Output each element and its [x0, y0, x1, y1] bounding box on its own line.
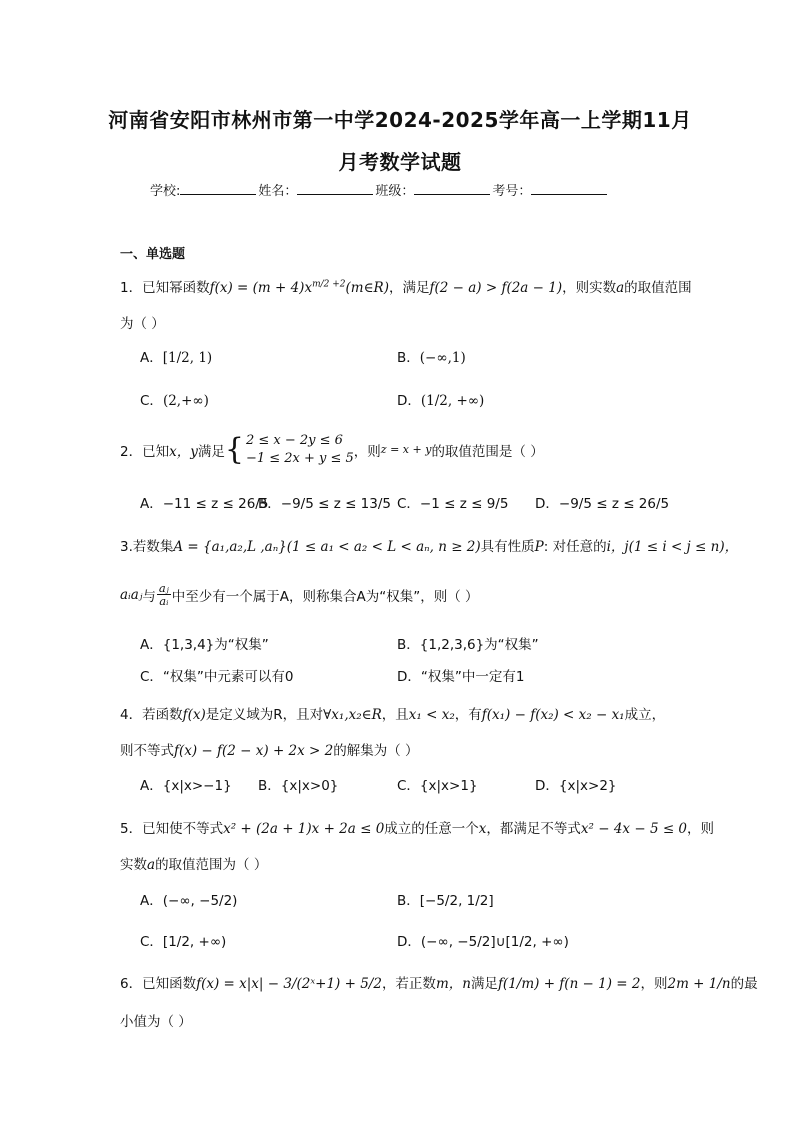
q5-var: a	[147, 857, 156, 873]
q2-option-d[interactable]: D．−9/5 ≤ z ≤ 26/5	[535, 496, 670, 512]
q4-c: ，且	[381, 707, 409, 723]
q6-e: 的最	[730, 976, 758, 992]
q4-lt: x₁ < x₂	[408, 707, 455, 723]
q5-x: x	[478, 821, 487, 837]
q6-b: ，若正数	[381, 976, 436, 992]
q2-expr: z = x + y	[380, 443, 432, 457]
question-3-line-1	[120, 535, 738, 555]
q1-option-d[interactable]	[397, 389, 484, 409]
q4-forall: ∀x₁,x₂∈R	[323, 707, 382, 723]
q4-g: 的解集为（ ）	[333, 743, 419, 759]
q3-option-a[interactable]: A．{1,3,4}为“权集”	[140, 637, 269, 653]
q3-option-c[interactable]: C．“权集”中元素可以有0	[140, 669, 294, 685]
q1-a-value: [1/2, 1)	[162, 350, 213, 366]
q2-brace: {	[224, 431, 244, 467]
q1-d-value: (1/2, +∞)	[420, 393, 485, 409]
q4-option-a[interactable]: A．{x|x>−1}	[140, 778, 232, 794]
q5-d: ，则	[687, 821, 715, 837]
q2-option-c[interactable]: C．−1 ≤ z ≤ 9/5	[397, 496, 509, 512]
q6-d: ，则	[640, 976, 668, 992]
q2-constraint-1: 2 ≤ x − 2y ≤ 6	[245, 433, 343, 448]
q5-option-a[interactable]: A．(−∞, −5/2)	[140, 893, 238, 909]
q1-option-b[interactable]	[397, 346, 466, 366]
q1-func: f(x) = (m + 4)x	[209, 280, 313, 296]
school-label: 学校:	[150, 184, 181, 199]
q2-vars: x，y	[169, 443, 198, 460]
q6-mn: m，n	[435, 976, 471, 992]
q4-f: 则不等式	[120, 743, 174, 759]
q5-ineq-1: x² + (2a + 1)x + 2a ≤ 0	[223, 821, 385, 837]
question-4-line-1	[120, 703, 665, 723]
question-4-line-2	[120, 739, 419, 759]
question-6-line-2: 小值为（ ）	[120, 1014, 192, 1030]
name-blank[interactable]	[297, 180, 373, 195]
q2-system	[246, 432, 354, 467]
number-blank[interactable]	[531, 180, 607, 195]
q3-product: aᵢaⱼ	[120, 586, 143, 603]
q4-option-c[interactable]: C．{x|x>1}	[397, 778, 478, 794]
q2-prefix: 2．已知	[120, 443, 170, 460]
q3-p: P	[534, 539, 544, 555]
q1-prefix: 1．已知幂函数	[120, 280, 210, 296]
q3-ij: i，j(1 ≤ i < j ≤ n)，	[606, 539, 739, 555]
q4-ineq: f(x₁) − f(x₂) < x₂ − x₁	[481, 707, 625, 723]
q3-rest: 中至少有一个属于A，则称集合A为“权集”，则（ ）	[171, 588, 479, 605]
q5-option-c[interactable]: C．[1/2, +∞)	[140, 934, 227, 950]
q6-cond: f(1/m) + f(n − 1) = 2	[497, 976, 641, 992]
q4-ineq-2: f(x) − f(2 − x) + 2x > 2	[174, 743, 334, 759]
q1-tail2: 的取值范围	[624, 280, 692, 296]
question-1-line-2: 为（ ）	[120, 316, 165, 332]
q5-b: 成立的任意一个	[384, 821, 479, 837]
q2-tail2: 的取值范围是（ ）	[431, 443, 544, 460]
q2-tail: ，则	[353, 443, 381, 460]
q1-c-value: (2,+∞)	[162, 393, 209, 409]
q4-d: ，有	[454, 707, 482, 723]
school-blank[interactable]	[180, 180, 256, 195]
q1-c-label: C．	[140, 393, 163, 409]
question-1-line-1	[120, 276, 692, 296]
q3-prefix: 3.若数集	[120, 539, 174, 555]
q2-constraint-2: −1 ≤ 2x + y ≤ 5	[245, 450, 354, 466]
q5-f: 的取值范围为（ ）	[155, 857, 268, 873]
q1-b-label: B．	[397, 350, 420, 366]
q6-func: f(x) = x|x| − 3/(2ˣ+1) + 5/2	[196, 976, 382, 992]
q1-var: a	[616, 280, 625, 296]
question-6-line-1	[120, 972, 758, 992]
student-info	[150, 180, 650, 199]
q1-b-value: (−∞,1)	[419, 350, 466, 366]
q1-domain: (m∈R)	[345, 280, 389, 296]
q5-option-b[interactable]: B．[−5/2, 1/2]	[397, 893, 494, 909]
question-5-line-1	[120, 817, 714, 837]
q4-e: 成立，	[624, 707, 666, 723]
q1-option-a[interactable]	[140, 346, 212, 366]
q6-a: 6．已知函数	[120, 976, 197, 992]
q6-c: 满足	[470, 976, 498, 992]
q1-d-label: D．	[397, 393, 421, 409]
q3-with: 与	[142, 588, 156, 605]
q5-ineq-2: x² − 4x − 5 ≤ 0	[580, 821, 688, 837]
class-blank[interactable]	[414, 180, 490, 195]
title-line-1: 河南省安阳市林州市第一中学2024-2025学年高一上学期11月	[108, 108, 692, 132]
question-5-line-2	[120, 853, 267, 873]
q3-mid: 具有性质	[480, 539, 535, 555]
q1-a-label: A．	[140, 350, 163, 366]
q2-option-a[interactable]: A．−11 ≤ z ≤ 26/5	[140, 496, 269, 512]
q4-b: 是定义域为R，且对	[205, 707, 324, 723]
q2-mid: 满足	[197, 443, 225, 460]
q4-a: 4．若函数	[120, 707, 183, 723]
q1-ineq: f(2 − a) > f(2a − 1)	[429, 280, 563, 296]
q1-mid: ，满足	[389, 280, 430, 296]
class-label: 班级：	[375, 184, 415, 199]
q5-a: 5．已知使不等式	[120, 821, 224, 837]
q1-exp: m/2 +2	[312, 279, 346, 290]
section-heading: 一、单选题	[120, 247, 186, 262]
q3-option-b[interactable]: B．{1,2,3,6}为“权集”	[397, 637, 539, 653]
q5-option-d[interactable]: D．(−∞, −5/2]∪[1/2, +∞)	[397, 934, 569, 950]
q3-option-d[interactable]: D．“权集”中一定有1	[397, 669, 525, 685]
q5-e: 实数	[120, 857, 147, 873]
number-label: 考号：	[492, 184, 532, 199]
q3-quotient: $\frac{\text{aⱼ}}{\text{aᵢ}}$	[158, 581, 169, 609]
title-line-2: 月考数学试题	[338, 150, 462, 174]
q3-set: A = {a₁,a₂,L ,aₙ}(1 ≤ a₁ < a₂ < L < aₙ, n ≥ 2)	[173, 539, 481, 555]
q2-option-b[interactable]: B．−9/5 ≤ z ≤ 13/5	[258, 496, 391, 512]
q4-option-d[interactable]: D．{x|x>2}	[535, 778, 617, 794]
q4-fx: f(x)	[182, 707, 206, 723]
q4-option-b[interactable]: B．{x|x>0}	[258, 778, 339, 794]
name-label: 姓名：	[258, 184, 298, 199]
question-2	[120, 432, 544, 467]
q1-tail: ，则实数	[562, 280, 617, 296]
q1-option-c[interactable]	[140, 389, 209, 409]
question-3-line-2	[120, 582, 479, 607]
q6-expr: 2m + 1/n	[667, 976, 731, 992]
q3-tail: : 对任意的	[543, 539, 607, 555]
q5-c: ，都满足不等式	[486, 821, 581, 837]
